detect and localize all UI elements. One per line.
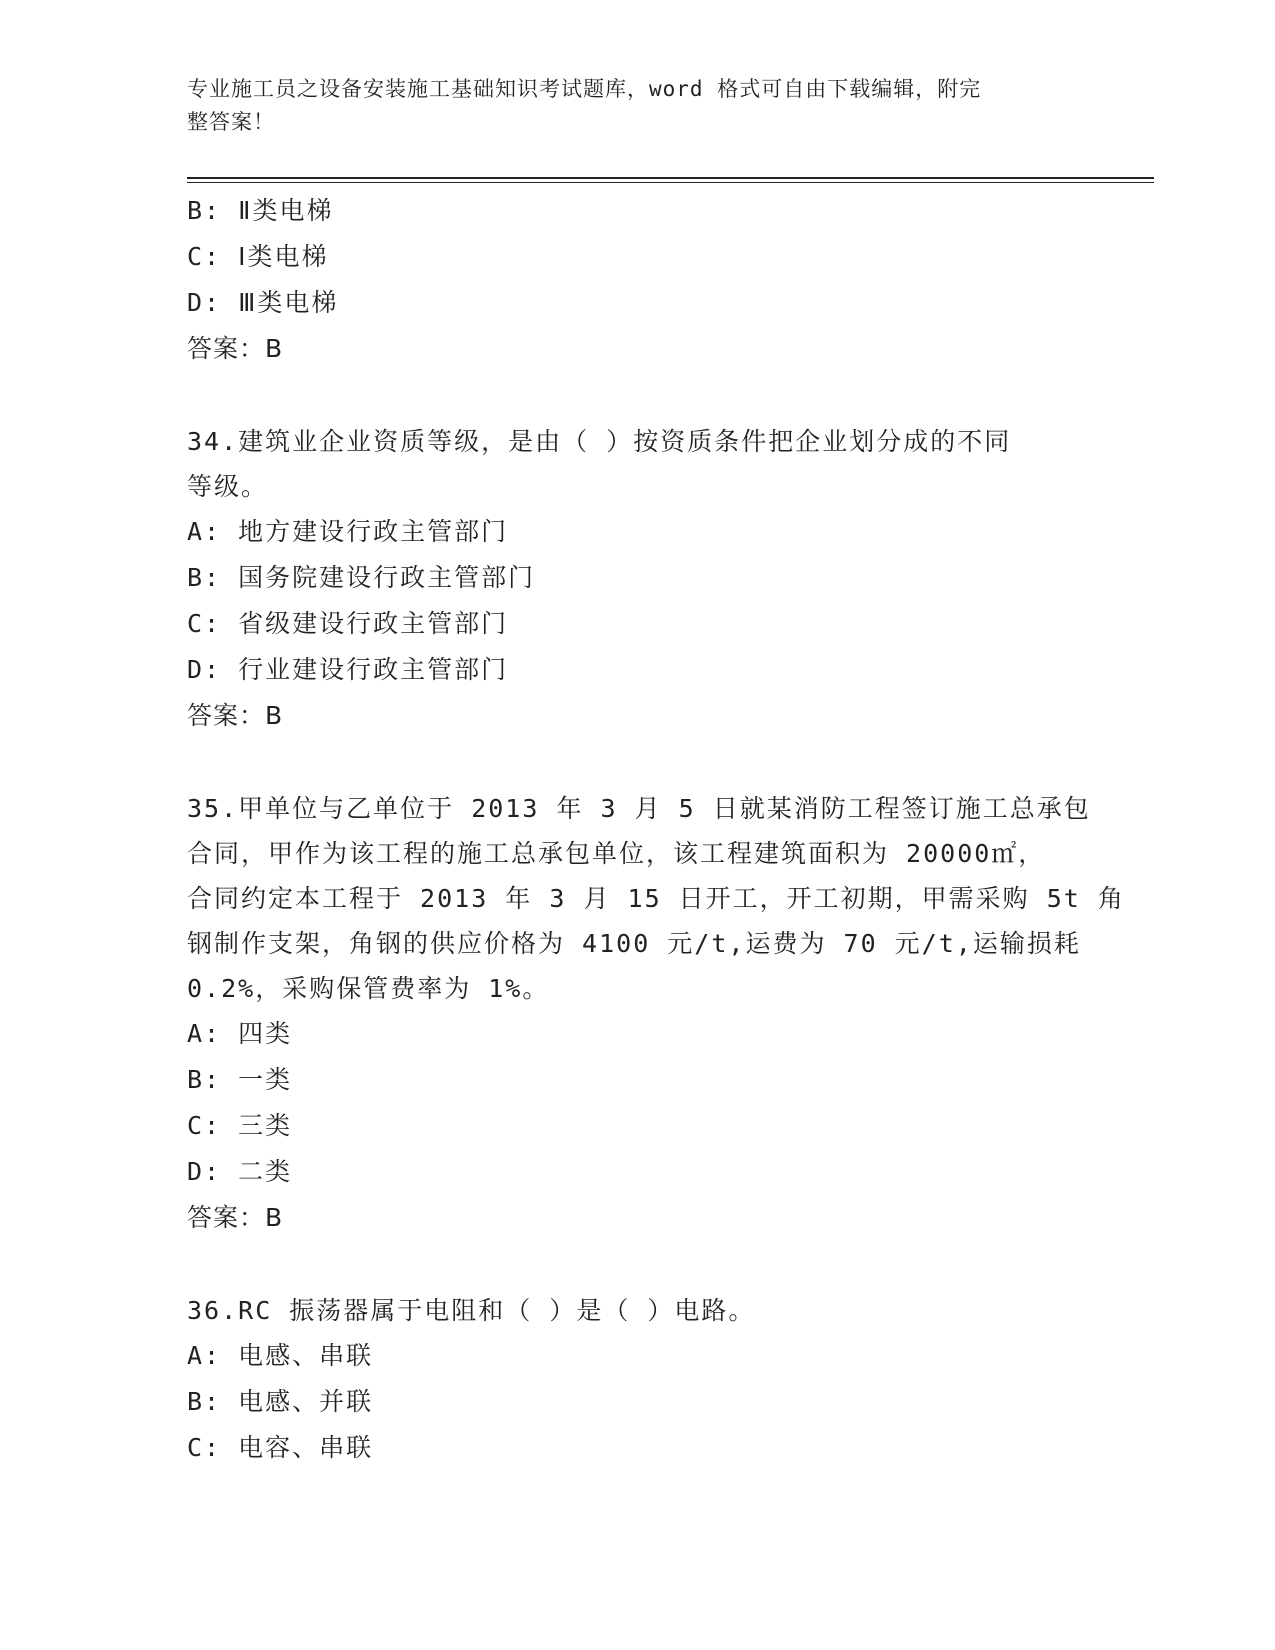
q35-option-b: B: 一类 bbox=[187, 1065, 293, 1094]
q33-option-b: B: Ⅱ类电梯 bbox=[187, 196, 334, 225]
q36-stem bbox=[187, 1288, 1087, 1333]
q36-option-b: B: 电感、并联 bbox=[187, 1387, 374, 1416]
q35-option-c: C: 三类 bbox=[187, 1111, 293, 1140]
q33-answer: 答案：B bbox=[187, 334, 284, 363]
q35-stem-line-1: 35.甲单位与乙单位于 2013 年 3 月 5 日就某消防工程签订施工总承包 bbox=[187, 794, 1091, 823]
header-line-1: 专业施工员之设备安装施工基础知识考试题库，word 格式可自由下载编辑，附完 bbox=[187, 77, 982, 101]
q34-option-a: A: 地方建设行政主管部门 bbox=[187, 517, 509, 546]
q34-option-d: D: 行业建设行政主管部门 bbox=[187, 655, 509, 684]
q33-option-d: D: Ⅲ类电梯 bbox=[187, 288, 339, 317]
question-33 bbox=[187, 188, 1087, 372]
spacer bbox=[187, 372, 1087, 419]
q35-option-a: A: 四类 bbox=[187, 1019, 293, 1048]
q34-stem-line-1: 34.建筑业企业资质等级，是由（ ）按资质条件把企业划分成的不同 bbox=[187, 427, 1012, 456]
q34-stem bbox=[187, 419, 1087, 509]
spacer bbox=[187, 1241, 1087, 1288]
question-35 bbox=[187, 786, 1125, 1241]
q36-option-a: A: 电感、串联 bbox=[187, 1341, 374, 1370]
q35-option-d: D: 二类 bbox=[187, 1157, 293, 1186]
q33-option-c: C: Ⅰ类电梯 bbox=[187, 242, 329, 271]
header-divider-thin bbox=[187, 182, 1154, 183]
q35-stem-line-4: 钢制作支架，角钢的供应价格为 4100 元/t,运费为 70 元/t,运输损耗 bbox=[187, 929, 1081, 958]
q36-option-c: C: 电容、串联 bbox=[187, 1433, 374, 1462]
q34-stem-line-2: 等级。 bbox=[187, 472, 269, 501]
header-divider-thick bbox=[187, 177, 1154, 179]
header-line-2: 整答案！ bbox=[187, 110, 275, 134]
q35-stem-line-2: 合同，甲作为该工程的施工总承包单位，该工程建筑面积为 20000㎡， bbox=[187, 839, 1046, 868]
q34-option-b: B: 国务院建设行政主管部门 bbox=[187, 563, 536, 592]
q35-stem bbox=[187, 786, 1125, 1011]
q35-stem-line-3: 合同约定本工程于 2013 年 3 月 15 日开工，开工初期，甲需采购 5t 角 bbox=[187, 884, 1125, 913]
q35-answer: 答案：B bbox=[187, 1203, 284, 1232]
document-header bbox=[187, 73, 1067, 139]
q36-stem-line-1: 36.RC 振荡器属于电阻和（ ）是（ ）电路。 bbox=[187, 1296, 756, 1325]
question-36 bbox=[187, 1288, 1087, 1471]
question-list bbox=[187, 188, 1125, 1471]
spacer bbox=[187, 739, 1087, 786]
q35-stem-line-5: 0.2%，采购保管费率为 1%。 bbox=[187, 974, 550, 1003]
q34-option-c: C: 省级建设行政主管部门 bbox=[187, 609, 509, 638]
question-34 bbox=[187, 419, 1087, 739]
q34-answer: 答案：B bbox=[187, 701, 284, 730]
